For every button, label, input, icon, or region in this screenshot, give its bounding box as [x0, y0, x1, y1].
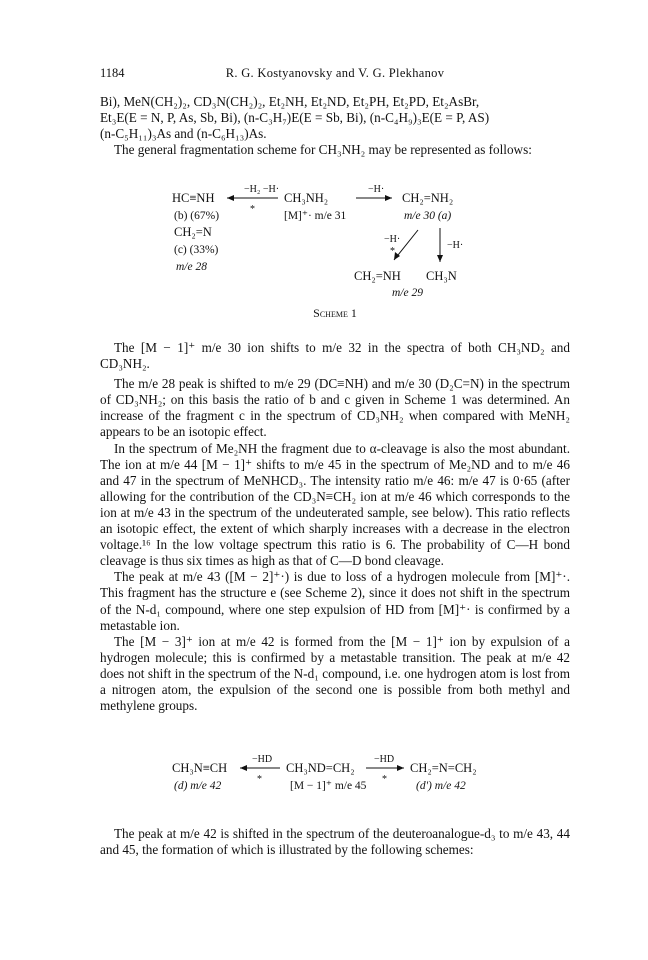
metastable-star-1: *: [250, 204, 255, 215]
down-arrow-head: [437, 255, 443, 262]
page-header: [100, 66, 570, 82]
running-title: R. G. Kostyanovsky and V. G. Plekhanov: [225, 66, 445, 80]
paragraph-m-minus-1: The [M − 1]⁺ m/e 30 ion shifts to m/e 32 in the spectra of both CH₃ND₂ and CD₃NH₂.: [100, 340, 570, 372]
compound-list-line-1: Bi), MeN(CH₂)₂, CD₃N(CH₂)₂, Et₂NH, Et₂ND, Et₂PH, Et₂PD, Et₂AsBr,: [100, 94, 480, 109]
formula-ch3n: CH₃N: [426, 269, 457, 283]
formula-hcnh: HC≡NH: [172, 191, 215, 205]
paragraph-mz42: The [M − 3]⁺ ion at m/e 42 is formed from the [M − 1]⁺ ion by expulsion of a hydrogen molecule; this is confirmed by a metastable transition. The peak at m/e 42 does not shift in the spectrum of the N-d₁ compound, i.e. one hydrogen atom is lost from a nitrogen atom, the expulsion of the second one is possible from both methyl and methylene groups.: [100, 633, 570, 714]
label-d-prime: (d') m/e 42: [416, 780, 466, 792]
formula-ch2nh2: CH₂=NH₂: [402, 191, 454, 205]
arrow-left-head: [227, 195, 234, 201]
formula-ch3ndch2: CH₃ND=CH₂: [286, 761, 355, 775]
formula-ch2n: CH₂=N: [174, 225, 212, 239]
scheme-2-diagram: [100, 744, 570, 800]
closing-paragraph: [100, 826, 570, 858]
page-number: 1184: [100, 66, 125, 80]
paragraph-deuteroanalogue: The peak at m/e 42 is shifted in the spectrum of the deuteroanalogue-d₃ to m/e 43, 44 and 45, the formation of which is illustrated by the following schemes:: [100, 826, 570, 858]
scheme-intro-line: The general fragmentation scheme for CH₃NH₂ may be represented as follows:: [114, 142, 532, 158]
down-arrow-label: −H·: [447, 240, 464, 251]
metastable-star-4: *: [382, 774, 387, 785]
arrow-left-label: −H₂ −H·: [244, 184, 280, 195]
formula-ch2nh: CH₂=NH: [354, 269, 401, 283]
label-center: [M − 1]⁺ m/e 45: [290, 780, 367, 792]
formula-ch3nh2: CH₃NH₂: [284, 191, 329, 205]
label-mz29: m/e 29: [392, 287, 423, 299]
arrow2-label: −HD: [374, 754, 395, 765]
label-b: (b) (67%): [174, 210, 220, 222]
paragraph-mz28: The m/e 28 peak is shifted to m/e 29 (DC≡NH) and m/e 30 (D₂C=N) in the spectrum of CD₃NH₂; on this basis the ratio of b and c given in Scheme 1 was determined. An increase of the fragment c in the spectrum of CD₃NH₂ when compared with MeNH₂ appears to be an isotopic effect.: [100, 376, 570, 440]
compound-list-line-3: (n-C₅H₁₁)₃As and (n-C₆H₁₃)As.: [100, 126, 267, 142]
paragraph-mz43: The peak at m/e 43 ([M − 2]⁺·) is due to loss of a hydrogen molecule from [M]⁺·. This fragment has the structure e (see Scheme 2), since it does not shift in the spectrum of the N-d₁ compound, where one step expulsion of HD from [M]⁺· is confirmed by a metastable ion.: [100, 569, 570, 633]
arrow1-head: [240, 765, 247, 771]
arrow1-label: −HD: [252, 754, 273, 765]
diag-arrow-label: −H·: [384, 234, 401, 245]
label-mz30: m/e 30 (a): [404, 210, 452, 222]
label-mz28: m/e 28: [176, 261, 207, 273]
scheme-1-caption: Scheme 1: [313, 306, 357, 320]
label-c: (c) (33%): [174, 244, 219, 256]
metastable-star-3: *: [257, 774, 262, 785]
arrow-right-label: −H·: [368, 184, 385, 195]
formula-ch3nch: CH₃N≡CH: [172, 761, 228, 775]
discussion-text: [100, 340, 570, 714]
scheme-1-diagram: [100, 160, 570, 300]
arrow-right-head: [385, 195, 392, 201]
intro-paragraph: [100, 94, 570, 158]
metastable-star-2: *: [390, 246, 395, 257]
arrow2-head: [397, 765, 404, 771]
label-d: (d) m/e 42: [174, 780, 222, 792]
compound-list-line-2: Et₃E(E = N, P, As, Sb, Bi), (n-C₃H₇)E(E = Sb, Bi), (n-C₄H₉)₃E(E = P, AS): [100, 110, 490, 126]
label-molecular-ion: [M]⁺· m/e 31: [284, 210, 347, 222]
formula-ch2nch2: CH₂=N=CH₂: [410, 761, 477, 775]
paragraph-me2nh: In the spectrum of Me₂NH the fragment due to α-cleavage is also the most abundant. The ion at m/e 44 [M − 1]⁺ shifts to m/e 45 in the spectrum of Me₂ND and to m/e 46 and 47 in the spectrum of MeNHCD₃. The intensity ratio m/e 46: m/e 47 is 0·65 (after allowing for the contribution of the CD₃N≡CH₂ ion at m/e 46 which corresponds to the ion at m/e 43 in the spectrum of the undeuterated sample, see below). This ratio reflects an isotopic effect, the extent of which sharply increases with a decrease in the electron voltage.¹⁶ In the low voltage spectrum this ratio is 6. The probability of C—H bond cleavage is thus six times as high as that of C—D bond cleavage.: [100, 440, 570, 569]
